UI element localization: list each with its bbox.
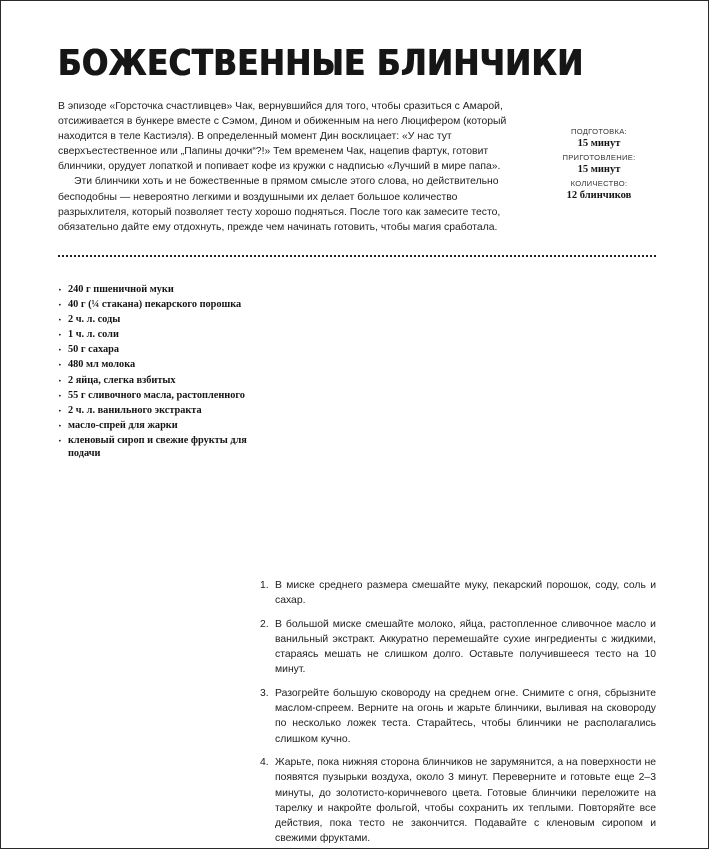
- step-number: 2.: [260, 618, 269, 630]
- cook-label: ПРИГОТОВЛЕНИЕ:: [562, 153, 636, 162]
- step-item: [260, 578, 656, 609]
- intro-paragraph: В эпизоде «Горсточка счастливцев» Чак, вернувшийся для того, чтобы сразиться с Амарой, отсиживается в бункере вместе с Сэмом, Дином и обиженным на него Люцифером (который находится в теле Кастиэля). В определенный момент Дин восклицает: «У нас тут сверхъестественное или „Папины дочки“?!» Тем временем Чак, нацепив фартук, готовит блинчики, орудует лопаткой и попивает кофе из кружки с надписью «Лучший в мире папа».: [58, 101, 507, 173]
- yield-label: КОЛИЧЕСТВО:: [570, 179, 628, 188]
- step-text: В миске среднего размера смешайте муку, пекарский порошок, соду, соль и сахар.: [275, 580, 656, 607]
- ingredient-item: · 2 ч. л. соды: [58, 314, 248, 327]
- step-item: [260, 755, 656, 847]
- step-text: В большой миске смешайте молоко, яйца, растопленное сливочное масло и ванильный экстракт. Аккуратно перемешайте сухие ингредиенты с жидкими, стараясь мешать не слишком долго. Оставьте получившееся тесто на 10 минут.: [275, 618, 656, 676]
- step-number: 3.: [260, 687, 269, 699]
- dotted-divider: [58, 255, 656, 257]
- ingredient-item: · кленовый сироп и свежие фрукты для подачи: [58, 435, 248, 460]
- intro-text: [58, 99, 513, 235]
- step-number: 4.: [260, 756, 269, 768]
- ingredient-item: · 50 г сахара: [58, 344, 248, 357]
- step-item: [260, 617, 656, 678]
- ingredient-item: · 1 ч. л. соли: [58, 329, 248, 342]
- ingredient-item: · 480 мл молока: [58, 359, 248, 372]
- ingredient-item: · 2 яйца, слегка взбитых: [58, 375, 248, 388]
- ingredient-item: · масло-спрей для жарки: [58, 420, 248, 433]
- yield-value: 12 блинчиков: [566, 190, 632, 201]
- prep-value: 15 минут: [577, 138, 621, 149]
- step-number: 1.: [260, 580, 269, 591]
- ingredient-item: · 55 г сливочного масла, растопленного: [58, 390, 248, 403]
- steps-list: [260, 578, 656, 849]
- step-item: [260, 686, 656, 747]
- cook-value: 15 минут: [577, 164, 621, 175]
- recipe-meta: [541, 127, 657, 205]
- intro-paragraph: Эти блинчики хоть и не божественные в прямом смысле этого слова, но действительно бесподобны — невероятно легкими и воздушными их делает большое количество разрыхлителя, который позволяет тесту хорошо подняться. После того как замесите тесто, обязательно дайте ему отдохнуть, прежде чем начинать готовить, чтобы магия сработала.: [58, 176, 501, 233]
- ingredient-item: · 40 г (¼ стакана) пекарского порошка: [58, 299, 248, 312]
- ingredients-list: [58, 284, 248, 463]
- step-text: Жарьте, пока нижняя сторона блинчиков не зарумянится, а на поверхности не появятся пузырьки воздуха, около 3 минут. Переверните и готовьте еще 2–3 минуты, до золотисто-коричневого цвета. Готовые блинчики переложите на тарелку и накройте фольгой, чтобы сохранить их теплыми. Повторяйте все действия, пока тесто не закончится. Подавайте с кленовым сиропом и свежими фруктами.: [275, 756, 656, 845]
- prep-label: ПОДГОТОВКА:: [570, 127, 628, 136]
- recipe-title: БОЖЕСТВЕННЫЕ БЛИНЧИКИ: [58, 43, 584, 84]
- ingredient-item: · 2 ч. л. ванильного экстракта: [58, 405, 248, 418]
- ingredient-item: · 240 г пшеничной муки: [58, 284, 248, 297]
- step-text: Разогрейте большую сковороду на среднем огне. Снимите с огня, сбрызните маслом-спреем. Верните на огонь и жарьте блинчики, выливая на сковороду по несколько ложек теста. Старайтесь, чтобы блинчики не располагались слишком кучно.: [275, 687, 656, 745]
